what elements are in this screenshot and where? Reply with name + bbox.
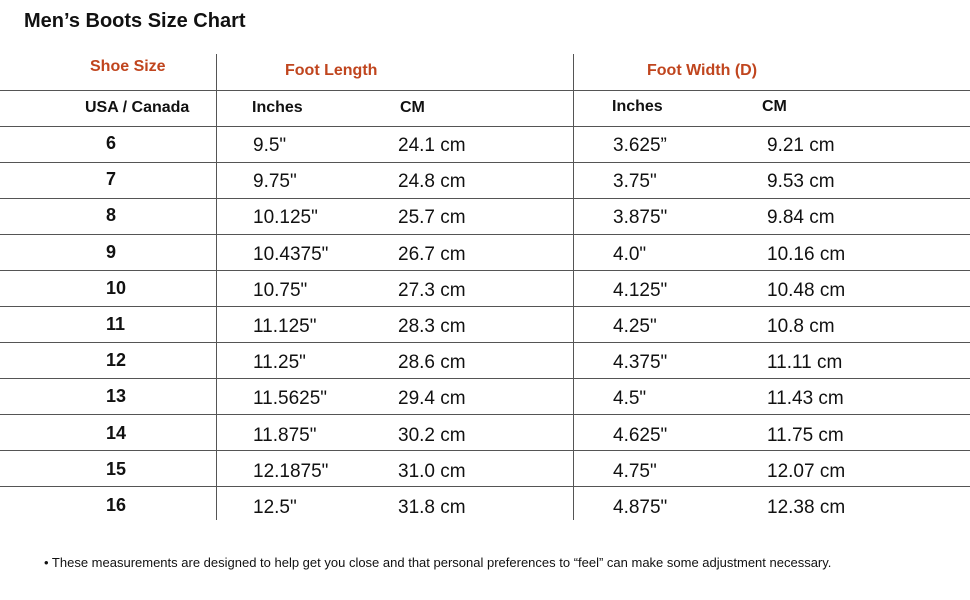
cell-width-cm: 10.16 cm bbox=[767, 243, 846, 265]
cell-width-inches: 4.0" bbox=[613, 243, 647, 265]
cell-width-cm: 12.07 cm bbox=[767, 460, 846, 482]
cell-length-inches: 10.4375" bbox=[253, 243, 329, 265]
cell-width-inches: 4.875" bbox=[613, 497, 668, 518]
row-rule bbox=[0, 162, 970, 163]
row-rule bbox=[0, 126, 970, 127]
cell-shoe-size: 10 bbox=[106, 277, 127, 298]
cell-shoe-size: 6 bbox=[106, 133, 117, 153]
cell-width-cm: 9.21 cm bbox=[767, 135, 835, 156]
cell-shoe-size: 15 bbox=[106, 458, 127, 479]
row-rule bbox=[0, 450, 970, 451]
row-rule bbox=[0, 414, 970, 415]
cell-length-cm: 28.6 cm bbox=[398, 352, 466, 374]
row-rule bbox=[0, 198, 970, 199]
cell-length-inches: 11.875" bbox=[253, 424, 317, 446]
cell-shoe-size: 16 bbox=[106, 495, 127, 515]
cell-width-cm: 11.43 cm bbox=[767, 388, 844, 410]
row-rule bbox=[0, 342, 970, 343]
cell-length-cm: 28.3 cm bbox=[398, 316, 466, 337]
header-width-cm: CM bbox=[762, 98, 787, 115]
header-width-inches: Inches bbox=[612, 98, 663, 115]
cell-width-inches: 3.875" bbox=[613, 207, 668, 229]
cell-shoe-size: 13 bbox=[106, 386, 127, 407]
row-rule bbox=[0, 486, 970, 487]
cell-width-inches: 4.25" bbox=[613, 316, 657, 337]
cell-width-cm: 9.84 cm bbox=[767, 207, 835, 229]
cell-length-cm: 27.3 cm bbox=[398, 279, 466, 301]
cell-width-cm: 10.8 cm bbox=[767, 316, 835, 337]
cell-shoe-size: 12 bbox=[106, 350, 127, 371]
row-rule bbox=[0, 306, 970, 307]
cell-width-cm: 12.38 cm bbox=[767, 497, 846, 518]
cell-length-inches: 11.25" bbox=[253, 352, 306, 374]
cell-length-inches: 11.125" bbox=[253, 316, 317, 337]
cell-shoe-size: 8 bbox=[106, 205, 117, 226]
header-rule bbox=[0, 90, 970, 91]
cell-length-cm: 31.8 cm bbox=[398, 497, 466, 518]
cell-width-inches: 4.75" bbox=[613, 460, 657, 482]
cell-length-inches: 11.5625" bbox=[253, 388, 328, 410]
cell-shoe-size: 7 bbox=[106, 169, 117, 190]
cell-length-cm: 26.7 cm bbox=[398, 243, 466, 265]
page-title: Men’s Boots Size Chart bbox=[24, 10, 246, 32]
cell-width-cm: 10.48 cm bbox=[767, 279, 846, 301]
header-usa-canada: USA / Canada bbox=[85, 99, 190, 116]
cell-width-inches: 4.375" bbox=[613, 352, 668, 374]
row-rule bbox=[0, 378, 970, 379]
header-length-inches: Inches bbox=[252, 99, 303, 116]
cell-shoe-size: 9 bbox=[106, 241, 117, 262]
cell-length-inches: 10.125" bbox=[253, 207, 318, 229]
cell-length-cm: 24.1 cm bbox=[398, 135, 466, 156]
cell-length-inches: 12.5" bbox=[253, 497, 297, 518]
cell-length-inches: 9.5" bbox=[253, 135, 287, 156]
cell-width-inches: 4.625" bbox=[613, 424, 668, 446]
row-rule bbox=[0, 270, 970, 271]
cell-length-cm: 29.4 cm bbox=[398, 388, 466, 410]
row-rule bbox=[0, 234, 970, 235]
header-length-cm: CM bbox=[400, 99, 425, 116]
cell-width-inches: 4.125" bbox=[613, 279, 668, 301]
cell-width-cm: 11.75 cm bbox=[767, 424, 844, 446]
cell-shoe-size: 14 bbox=[106, 422, 127, 443]
cell-length-inches: 9.75" bbox=[253, 171, 297, 193]
cell-length-cm: 31.0 cm bbox=[398, 460, 466, 482]
header-foot-length: Foot Length bbox=[285, 62, 378, 79]
cell-length-inches: 12.1875" bbox=[253, 460, 329, 482]
header-shoe-size: Shoe Size bbox=[90, 58, 166, 75]
cell-length-cm: 25.7 cm bbox=[398, 207, 466, 229]
cell-width-cm: 9.53 cm bbox=[767, 171, 835, 193]
cell-shoe-size: 11 bbox=[106, 314, 126, 334]
cell-length-cm: 24.8 cm bbox=[398, 171, 466, 193]
cell-length-inches: 10.75" bbox=[253, 279, 308, 301]
cell-width-inches: 3.75" bbox=[613, 171, 657, 193]
cell-width-inches: 4.5" bbox=[613, 388, 647, 410]
cell-width-cm: 11.11 cm bbox=[767, 352, 843, 374]
header-foot-width: Foot Width (D) bbox=[647, 62, 758, 79]
cell-length-cm: 30.2 cm bbox=[398, 424, 466, 446]
cell-width-inches: 3.625” bbox=[613, 135, 667, 156]
footnote: • These measurements are designed to help get you close and that personal preferences to “feel” can make some adjustment necessary. bbox=[44, 555, 832, 570]
